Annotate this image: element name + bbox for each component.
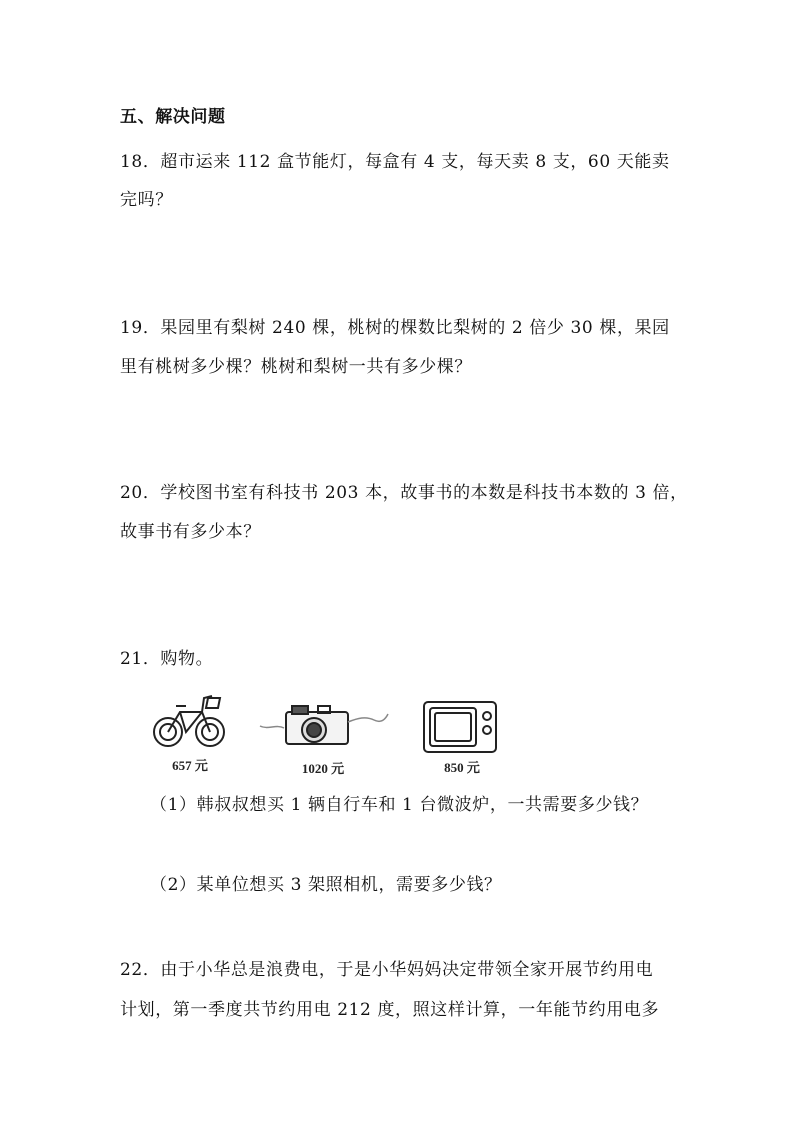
question-19-line-2: 里有桃树多少棵？桃树和梨树一共有多少棵？: [120, 357, 472, 377]
microwave-icon: [422, 700, 498, 756]
question-22-line-1: 22．由于小华总是浪费电，于是小华妈妈决定带领全家开展节约用电: [120, 960, 654, 980]
question-20-line-2: 故事书有多少本？: [120, 522, 261, 542]
bicycle-price: 657 元: [172, 758, 208, 773]
camera-icon: [258, 700, 390, 752]
question-18-line-1: 18．超市运来 112 盒节能灯，每盒有 4 支，每天卖 8 支，60 天能卖: [120, 152, 670, 172]
question-18-line-2: 完吗？: [120, 190, 173, 210]
camera-price: 1020 元: [301, 761, 345, 776]
question-21-sub-2: （2）某单位想买 3 架照相机，需要多少钱？: [150, 875, 502, 895]
question-19-line-1: 19．果园里有梨树 240 棵，桃树的棵数比梨树的 2 倍少 30 棵，果园: [120, 318, 670, 338]
question-20-line-1: 20．学校图书室有科技书 203 本，故事书的本数是科技书本数的 3 倍，: [120, 483, 688, 503]
bicycle-icon: [150, 690, 230, 752]
question-21-line-1: 21．购物。: [120, 649, 214, 669]
section-heading: 五、解决问题: [120, 107, 226, 127]
microwave-price: 850 元: [444, 760, 480, 775]
question-22-line-2: 计划，第一季度共节约用电 212 度，照这样计算，一年能节约用电多: [120, 1000, 660, 1020]
question-21-sub-1: （1）韩叔叔想买 1 辆自行车和 1 台微波炉，一共需要多少钱？: [150, 795, 649, 815]
